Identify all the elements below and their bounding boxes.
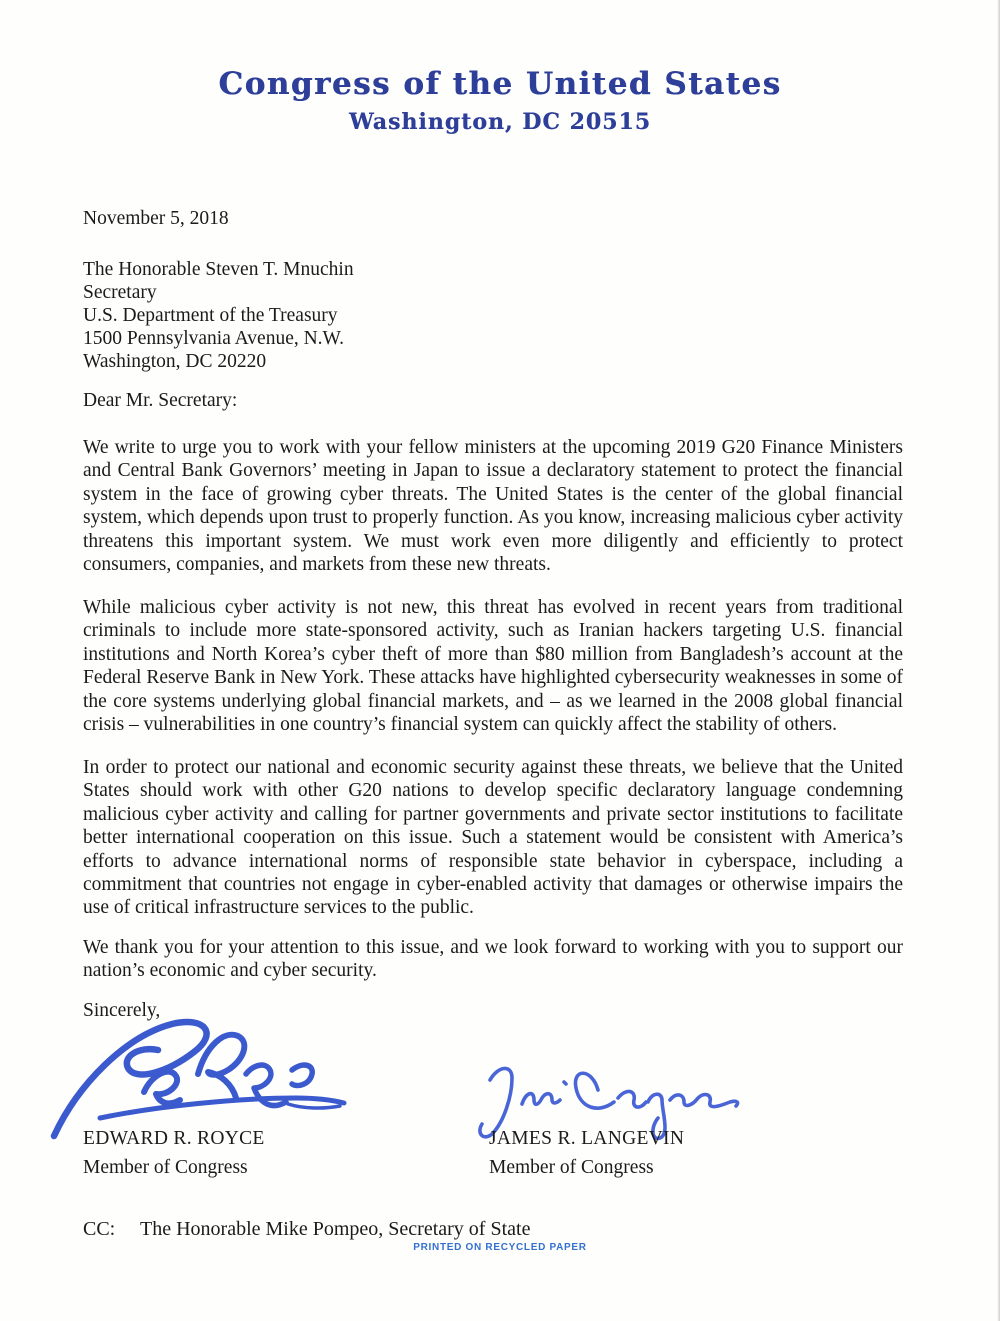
royce-signature-block — [83, 1124, 265, 1182]
letter-paragraph: We thank you for your attention to this issue, and we look forward to working with you to support our nation’s economic and cyber security. — [83, 937, 903, 982]
cc-text: The Honorable Mike Pompeo, Secretary of State — [140, 1218, 531, 1240]
cc-label: CC: — [83, 1218, 116, 1240]
royce-title: Member of Congress — [83, 1157, 248, 1178]
recipient-city-zip: Washington, DC 20220 — [83, 351, 267, 372]
letterhead — [0, 66, 1000, 135]
recipient-name: The Honorable Steven T. Mnuchin — [83, 259, 354, 280]
letterhead-title: Congress of the United States — [218, 66, 782, 102]
recycled-paper-note: PRINTED ON RECYCLED PAPER — [413, 1242, 587, 1253]
closing-sincerely: Sincerely, — [83, 1000, 161, 1021]
salutation: Dear Mr. Secretary: — [83, 390, 238, 411]
langevin-name: JAMES R. LANGEVIN — [489, 1128, 685, 1149]
letter-paragraph: We write to urge you to work with your fellow ministers at the upcoming 2019 G20 Finance Ministers and Central Bank Governors’ meeting in Japan to issue a declaratory statement to protect the financial system in the face of growing cyber threats. The United States is the center of the global financial system, which depends upon trust to properly function. As you know, increasing malicious cyber activity threatens this important system. We must work even more diligently and efficiently to protect consumers, companies, and markets from these new threats. — [83, 437, 903, 576]
letter-paragraph: While malicious cyber activity is not new, this threat has evolved in recent years from traditional criminals to include more state-sponsored activity, such as Iranian hackers targeting U.S. financial institutions and North Korea’s cyber theft of more than $80 million from Bangladesh’s account at the Federal Reserve Bank in New York. These attacks have highlighted cybersecurity weaknesses in some of the core systems underlying global financial markets, and – as we learned in the 2008 global financial crisis – vulnerabilities in one country’s financial system can quickly affect the stability of others. — [83, 597, 903, 736]
langevin-title: Member of Congress — [489, 1157, 654, 1178]
langevin-signature-block — [489, 1124, 684, 1182]
recipient-address-block — [83, 258, 354, 373]
royce-signature — [48, 1012, 358, 1140]
letter-date: November 5, 2018 — [83, 208, 229, 229]
recipient-street: 1500 Pennsylvania Avenue, N.W. — [83, 328, 345, 349]
recipient-agency: U.S. Department of the Treasury — [83, 305, 338, 326]
recipient-title: Secretary — [83, 282, 157, 303]
letterhead-city-zip: Washington, DC 20515 — [348, 109, 652, 135]
cc-line — [83, 1218, 530, 1241]
letter-paragraph: In order to protect our national and economic security against these threats, we believe that the United States should work with other G20 nations to develop specific declaratory language condemning malicious cyber activity and calling for partner governments and private sector institutions to facilitate better international cooperation on this issue. Such a statement would be consistent with America’s efforts to advance international norms of responsible state behavior in cyberspace, including a commitment that countries not engage in cyber-enabled activity that damages or otherwise impairs the use of critical infrastructure services to the public. — [83, 757, 903, 919]
royce-name: EDWARD R. ROYCE — [83, 1128, 265, 1149]
